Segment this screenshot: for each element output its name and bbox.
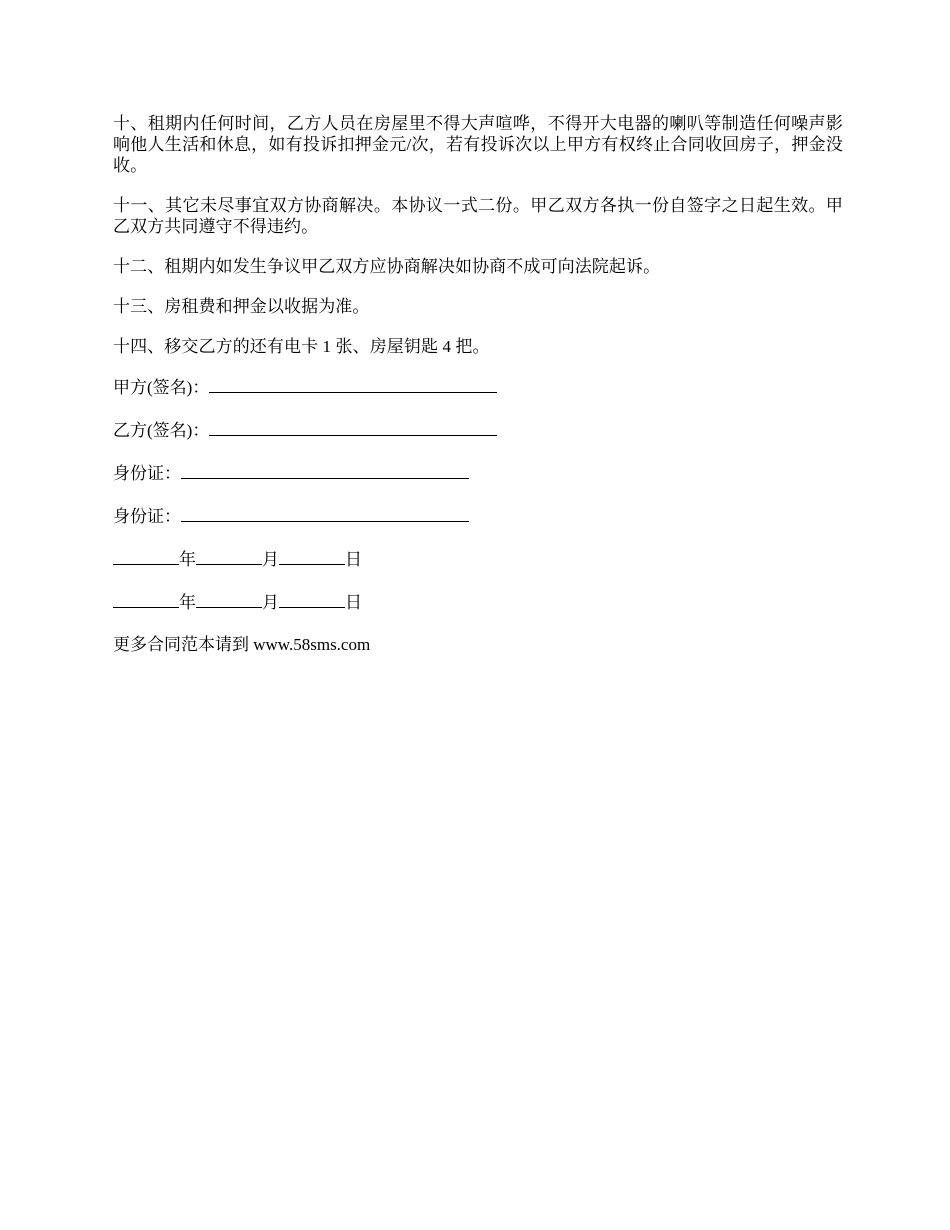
month-label-2: 月 xyxy=(262,593,279,612)
party-a-label: 甲方(签名)： xyxy=(113,378,210,397)
party-a-signature-blank[interactable] xyxy=(209,376,497,393)
id-line-1 xyxy=(113,462,843,484)
document-page xyxy=(113,113,843,676)
month-blank-1[interactable] xyxy=(196,548,262,565)
id-blank-1[interactable] xyxy=(181,462,469,479)
id-label-2: 身份证： xyxy=(113,507,181,526)
year-label-1: 年 xyxy=(179,550,196,569)
day-label-2: 日 xyxy=(345,593,362,612)
id-line-2 xyxy=(113,505,843,527)
year-blank-1[interactable] xyxy=(113,548,179,565)
party-a-signature-line xyxy=(113,376,843,398)
id-label-1: 身份证： xyxy=(113,464,181,483)
clause-10: 十、租期内任何时间，乙方人员在房屋里不得大声喧哗，不得开大电器的喇叭等制造任何噪声影响他人生活和休息，如有投诉扣押金元/次，若有投诉次以上甲方有权终止合同收回房子，押金没收。 xyxy=(113,114,843,175)
clause-11: 十一、其它未尽事宜双方协商解决。本协议一式二份。甲乙双方各执一份自签字之日起生效。甲乙双方共同遵守不得违约。 xyxy=(113,196,843,236)
date-line-1 xyxy=(113,548,843,570)
clause-13: 十三、房租费和押金以收据为准。 xyxy=(113,297,370,316)
footer-note: 更多合同范本请到 www.58sms.com xyxy=(113,635,371,654)
party-b-label: 乙方(签名)： xyxy=(113,421,210,440)
id-blank-2[interactable] xyxy=(181,505,469,522)
date-line-2 xyxy=(113,591,843,613)
month-label-1: 月 xyxy=(262,550,279,569)
day-label-1: 日 xyxy=(345,550,362,569)
clause-14: 十四、移交乙方的还有电卡 1 张、房屋钥匙 4 把。 xyxy=(113,337,490,356)
party-b-signature-line xyxy=(113,419,843,441)
party-b-signature-blank[interactable] xyxy=(209,419,497,436)
day-blank-1[interactable] xyxy=(279,548,345,565)
year-blank-2[interactable] xyxy=(113,591,179,608)
day-blank-2[interactable] xyxy=(279,591,345,608)
clause-12: 十二、租期内如发生争议甲乙双方应协商解决如协商不成可向法院起诉。 xyxy=(113,257,661,276)
month-blank-2[interactable] xyxy=(196,591,262,608)
year-label-2: 年 xyxy=(179,593,196,612)
